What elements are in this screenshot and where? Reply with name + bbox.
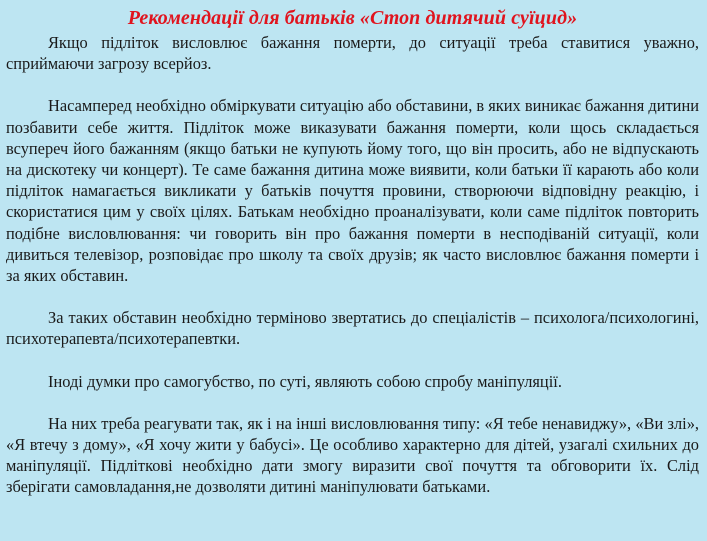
paragraph-spacer	[6, 392, 699, 413]
paragraph-spacer	[6, 286, 699, 307]
paragraph-spacer	[6, 350, 699, 371]
paragraph-analysis: Насамперед необхідно обміркувати ситуацію або обставини, в яких виникає бажання дитини позбавити себе життя. Підліток може виказувати бажання померти, коли щось складається всупереч його бажанням (якщо батьки не купують йому того, що він просить, або не відпускають на дискотеку чи концерт). Те саме бажання дитина може виявити, коли батьки її карають або коли підліток намагається викликати у батьків почуття провини, створюючи відповідну реакцію, і скористатися цим у своїх цілях. Батькам необхідно проаналізувати, коли саме підліток повторить подібне висловлювання: чи говорить він про бажання померти в несподіваній ситуації, коли дивиться телевізор, розповідає про школу та своїх друзів; як часто висловлює бажання померти і за яких обставин.	[6, 96, 699, 286]
paragraph-spacer	[6, 74, 699, 95]
page-title: Рекомендації для батьків «Стоп дитячий суїцид»	[127, 7, 578, 29]
paragraph-reaction: На них треба реагувати так, як і на інші висловлювання типу: «Я тебе ненавиджу», «Ви злі», «Я втечу з дому», «Я хочу жити у бабусі». Це особливо характерно для дітей, узагалі схильних до маніпуляції. Підліткові необхідно дати змогу виразити свої почуття та обговорити їх. Слід зберігати самовладання,не дозволяти дитині маніпулювати батьками.	[6, 413, 699, 497]
paragraph-specialists: За таких обставин необхідно терміново звертатись до спеціалістів – психолога/психологині, психотерапевта/психотерапевтки.	[6, 308, 699, 349]
paragraph-manipulation: Іноді думки про самогубство, по суті, являють собою спробу маніпуляції.	[48, 371, 562, 391]
paragraph-intro: Якщо підліток висловлює бажання померти, до ситуації треба ставитися уважно, сприймаючи загрозу всерйоз.	[6, 33, 699, 74]
